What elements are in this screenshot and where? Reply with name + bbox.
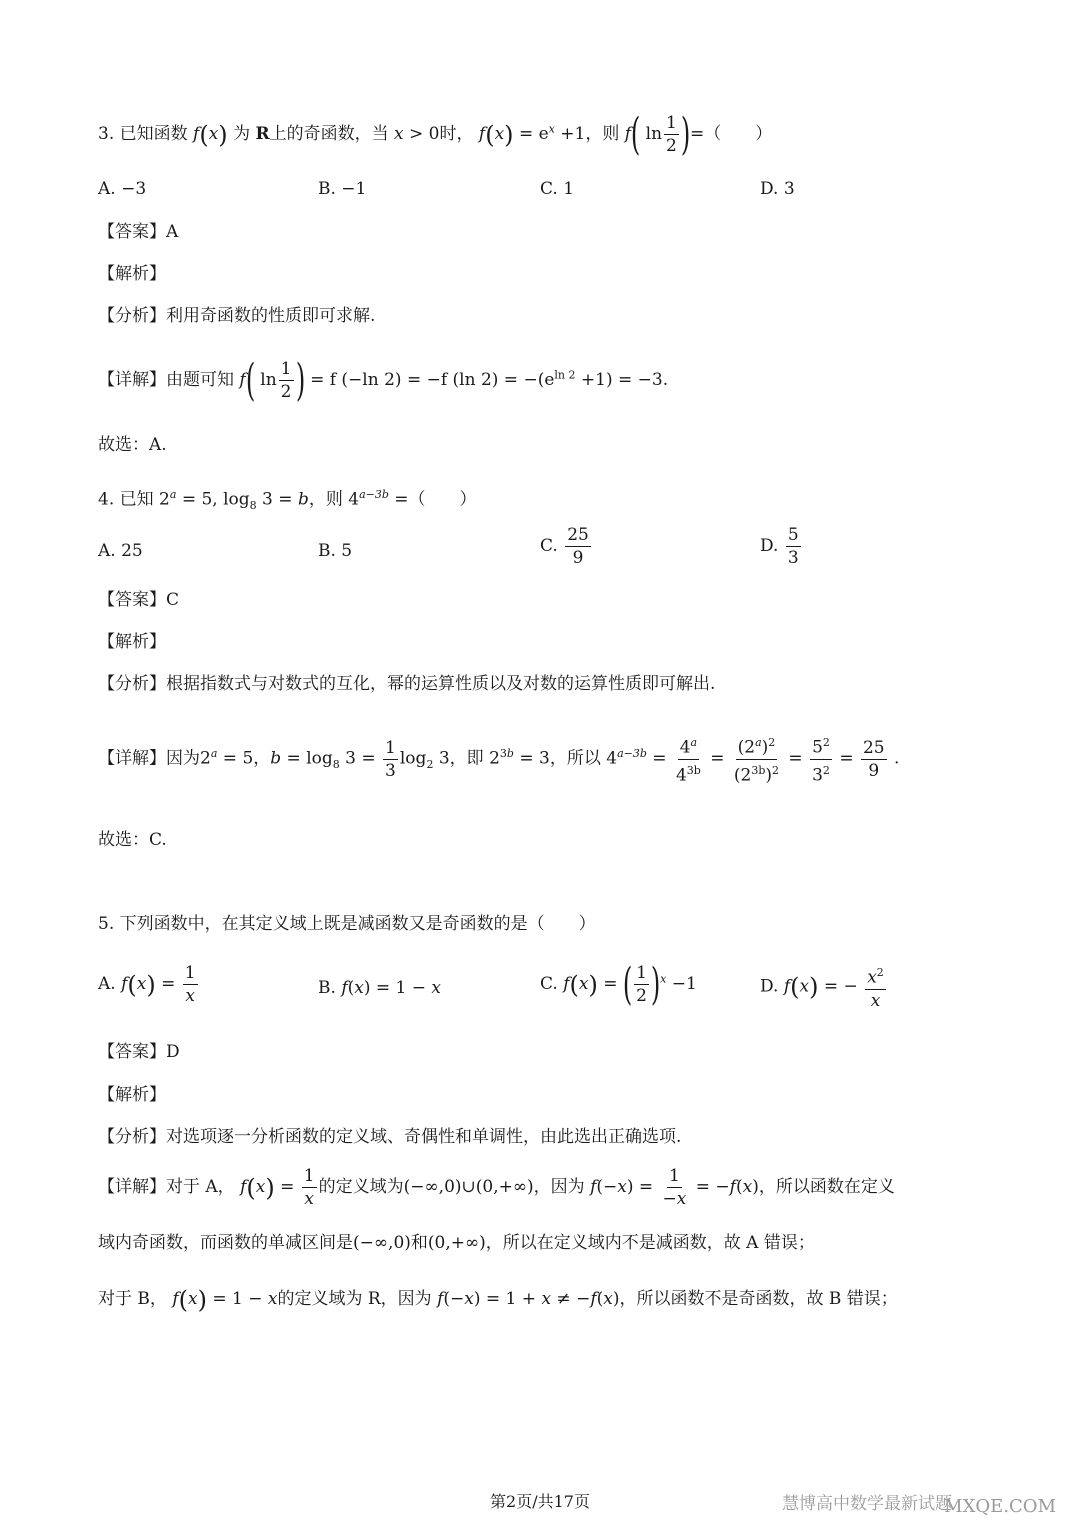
q4-stem-label: 4. 已知 xyxy=(98,489,154,510)
q3-detail: 【详解】由题可知 f( ln $\frac{1}{2}$ ) = f (−ln 2) = −f (ln $2) = -(e^{ln 2} +1) = -3$. xyxy=(98,354,669,406)
watermark-site: MXQE.COM xyxy=(944,1496,1056,1517)
q4-analysis: 【分析】根据指数式与对数式的互化，幂的运算性质以及对数的运算性质即可解出. xyxy=(98,674,716,694)
q3-jiexi: 【解析】 xyxy=(98,264,166,284)
q4-option-c-num: 25 xyxy=(567,525,589,545)
q4-option-d xyxy=(760,524,803,569)
q5-detail-a-domain: 的定义域为(−∞,0)∪(0,+∞)，因为 xyxy=(318,1177,585,1197)
q3-stem-part: 上的奇函数，当 xyxy=(269,124,389,144)
q4-detail-so: ，所以 xyxy=(549,748,601,769)
q5-option-c-label: C. xyxy=(540,974,558,994)
q4-blank: =（ ） xyxy=(394,489,477,510)
q3-choose: 故选：A. xyxy=(98,435,167,455)
q4-choose: 故选：C. xyxy=(98,830,167,850)
q5-option-d-label: D. xyxy=(760,976,779,997)
q3-stem-r: R xyxy=(255,124,270,144)
q5-option-c: C. f(x) = ( $\frac{1}{2}$ )$^x$ −1 xyxy=(540,958,697,1010)
q5-detail-a-label: 【详解】对于 A， xyxy=(98,1177,235,1197)
q5-detail-a-line2: 域内奇函数，而函数的单减区间是(−∞,0)和(0,+∞)，所以在定义域内不是减函数，故 A 错误； xyxy=(98,1233,815,1253)
q5-stem: 5. 下列函数中，在其定义域上既是减函数又是奇函数的是（ ） xyxy=(98,914,596,934)
q3-option-c: C. 1 xyxy=(540,179,575,199)
q4-option-c xyxy=(540,524,593,569)
q5-analysis: 【分析】对选项逐一分析函数的定义域、奇偶性和单调性，由此选出正确选项. xyxy=(98,1127,682,1147)
q5-detail-b-tail: ，所以函数不是奇函数，故 B 错误； xyxy=(619,1289,898,1309)
q3-stem-part: 3. 已知函数 xyxy=(98,124,188,144)
q5-option-b: B. f(x) = 1 − x xyxy=(318,978,441,998)
q5-option-b-label: B. xyxy=(318,978,336,998)
q5-detail-b: 对于 B， f(x) = 1 − x的定义域为 R，因为 f(−x) = 1 + x ≠ −f(x)，所以函数不是奇函数，故 B 错误； xyxy=(98,1285,898,1314)
q3-option-a: A. −3 xyxy=(98,179,147,199)
q4-detail-label: 【详解】因为 xyxy=(98,748,200,769)
q3-answer: 【答案】A xyxy=(98,222,179,242)
q4-stem: 4. 已知 $2^a = 5$, $\log_8 3 = b$，则 $4^{a-3b}$ =（ ） xyxy=(98,488,477,513)
q4-detail-mid: ，即 xyxy=(449,748,484,769)
q5-detail-a-tail: ，所以函数在定义 xyxy=(758,1177,895,1197)
q4-option-d-label: D. xyxy=(760,536,779,556)
q3-analysis: 【分析】利用奇函数的性质即可求解. xyxy=(98,306,376,326)
q3-detail-end: +1) = −3. xyxy=(575,370,669,390)
q4-option-d-den: 3 xyxy=(787,548,799,568)
q4-option-b: B. 5 xyxy=(318,541,353,561)
q3-detail-math: = f (−ln 2) = −f (ln 2) = −(e xyxy=(310,370,555,390)
q5-option-d: D. f(x) = − $\frac{x^2}{x}$ xyxy=(760,962,888,1012)
q3-stem: 3. 已知函数 f(x) 为 R上的奇函数，当 x > 0时， $f(x) = e^x +1$，则 f( ln $\frac{1}{2}$ )=（ ） xyxy=(98,108,773,160)
q4-jiexi: 【解析】 xyxy=(98,632,166,652)
q3-detail-sup: ln 2 xyxy=(554,368,576,382)
q3-option-d: D. 3 xyxy=(760,179,795,199)
q4-option-a: A. 25 xyxy=(98,541,143,561)
q3-stem-part: 为 xyxy=(233,124,251,144)
q5-answer: 【答案】D xyxy=(98,1042,180,1062)
q3-stem-part: 时， xyxy=(439,124,474,144)
q5-detail-b-label: 对于 B， xyxy=(98,1289,167,1309)
q3-stem-part: ，则 xyxy=(585,124,620,144)
q4-answer: 【答案】C xyxy=(98,590,180,610)
q4-option-c-label: C. xyxy=(540,536,558,556)
q5-detail-a: 【详解】对于 A， f(x) = $\frac{1}{x}$ 的定义域为(−∞,0)∪(0,+∞)，因为 f(−x) = $\frac{1}{-x}$ = −f(x)，所以函数在定义 xyxy=(98,1166,895,1209)
q5-option-a-label: A. xyxy=(98,974,116,994)
page-number: 第2页/共17页 xyxy=(490,1492,590,1511)
watermark-text: 慧博高中数学最新试题 xyxy=(782,1494,952,1514)
q4-detail: 【详解】因为$2^a = 5$，$b = \log_8 3$ = $\frac{1}{3}$ $\log_2 3$，即 $2^{3b} = 3$，所以 $4^{a-3b}$ = $\frac{4^a}{4^{3b}}$ = $\frac{(2^a)^2}{(2^{3b})^2}$ = $\frac{5^2}{3^2}$ = $\frac{25}{9}$ . xyxy=(98,732,899,786)
q4-option-c-den: 9 xyxy=(572,548,584,568)
q4-option-d-num: 5 xyxy=(787,525,799,545)
q5-option-a: A. f(x) = $\frac{1}{x}$ xyxy=(98,963,196,1006)
q3-blank: =（ ） xyxy=(690,124,773,144)
q3-detail-label: 【详解】由题可知 xyxy=(98,370,234,390)
q3-option-b: B. −1 xyxy=(318,179,367,199)
q5-jiexi: 【解析】 xyxy=(98,1085,166,1105)
q5-detail-b-domain: 的定义域为 R，因为 xyxy=(277,1289,432,1309)
